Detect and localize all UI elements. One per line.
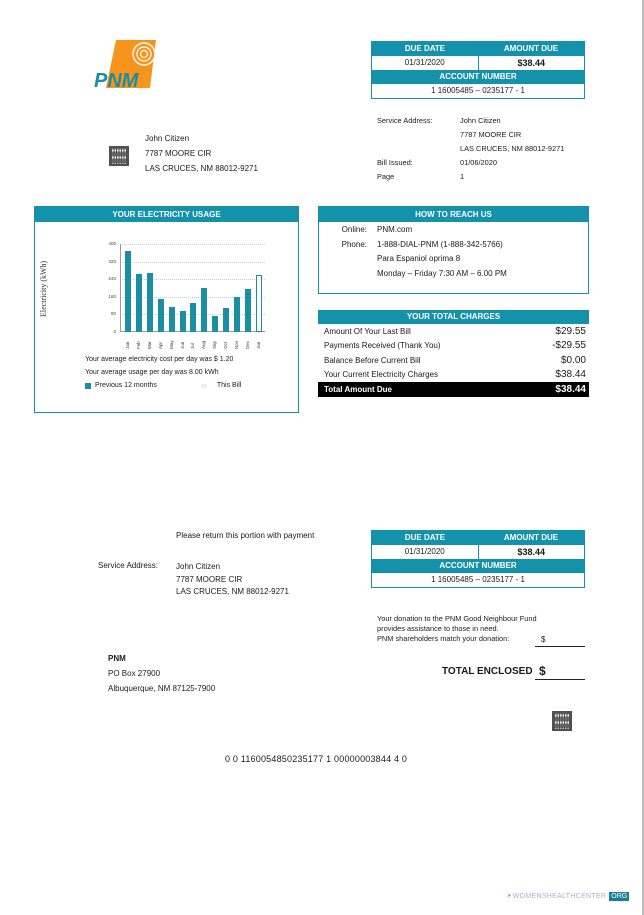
total-enclosed-label: TOTAL ENCLOSED [442,666,533,677]
x-tick: Mar [146,341,152,349]
remit-service-address [176,561,289,599]
charge-row [318,368,589,383]
avg-cost-text: Your average electricity cost per day was $ 1.20 [85,356,234,363]
x-tick: Jan [125,341,130,349]
bar-previous [147,273,153,332]
qr-code-icon [109,146,129,166]
charge-amount: -$29.55 [552,340,586,352]
chart-x-labels [125,335,262,349]
office-hours: Monday – Friday 7:30 AM – 6.00 PM [377,268,507,278]
return-note: Please return this portion with payment [176,531,315,540]
remit-due-summary [371,530,585,588]
bar-previous [180,311,186,332]
donation-line-1: Your donation to the PNM Good Neighbour Fund [377,614,537,623]
x-tick: Sep [212,340,218,349]
bar-previous [190,303,196,332]
usage-bar-chart [108,241,265,349]
total-amount-due-label: Total Amount Due [324,384,392,394]
charges-panel-title: YOUR TOTAL CHARGES [318,310,589,324]
bill-issued-label: Bill Issued: [377,158,413,167]
spanish-option: Para Espaniol oprima 8 [377,254,461,263]
remit-due-date-value: 01/31/2020 [372,545,479,559]
legend-this-bill-label: This Bill [216,382,242,389]
due-date-value: 01/31/2020 [372,56,479,70]
x-tick: Jun [179,341,185,349]
remit-account-number-value: 1 16005485 – 0235177 - 1 [431,575,525,584]
total-amount-due-value: $38.44 [555,383,586,395]
charge-row [318,353,589,368]
reach-panel-title: HOW TO REACH US [319,207,588,222]
charge-label: Amount Of Your Last Bill [324,326,411,336]
scanline: 0 0 1160054850235177 1 00000003844 4 0 [225,754,408,764]
donation-amount-field[interactable] [535,635,585,647]
payee-name: PNM [108,654,126,663]
bar-previous [136,274,142,332]
remit-amount-due-value: $38.44 [517,547,546,557]
service-name: John Citizen [460,116,501,125]
service-street: 7787 MOORE CIR [460,130,522,139]
donation-line-2: provides assistance to those in need. [377,624,499,633]
total-charges-panel [318,310,589,397]
charge-row [318,324,589,339]
bar-previous [212,316,218,333]
payee-address [108,651,215,696]
remit-street: 7787 MOORE CIR [176,574,243,584]
how-to-reach-us-panel [318,206,589,294]
charge-amount: $29.55 [555,325,586,337]
x-tick: Aug [201,340,207,349]
bar-previous [125,251,131,332]
account-number-label: ACCOUNT NUMBER [372,70,584,84]
bar-this-bill [256,275,262,332]
x-tick: Apr [157,341,163,349]
x-tick: Jul [190,343,196,349]
y-tick: 240 [108,276,116,281]
charge-row [318,339,589,354]
customer-name: John Citizen [145,134,190,143]
legend-swatch-this-bill [201,384,207,388]
chart-legend [85,379,241,392]
top-due-summary [371,41,585,99]
remit-amount-due-label: AMOUNT DUE [503,533,559,542]
chart-bars [125,244,262,332]
y-tick: 0 [113,329,116,334]
donation-line-3: PNM shareholders match your donation: [377,634,510,643]
remit-name: John Citizen [176,562,221,571]
total-enclosed-currency: $ [539,664,546,678]
remit-city: LAS CRUCES, NM 88012-9271 [176,587,289,596]
electricity-usage-panel [34,206,299,413]
watermark-text: WOMENSHEALTHCENTER [512,893,607,900]
payee-po-box: PO Box 27900 [108,669,161,678]
remit-account-number-label: ACCOUNT NUMBER [372,559,584,573]
legend-previous-label: Previous 12 months [95,382,157,389]
bar-previous [158,299,164,332]
charge-label: Your Current Electricity Charges [324,370,438,380]
watermark [506,892,629,901]
remit-qr-code-icon [552,711,572,731]
charge-label: Balance Before Current Bill [324,355,421,365]
y-tick: 400 [108,241,116,246]
y-tick: 160 [108,294,116,299]
account-number-value: 1 16005485 – 0235177 - 1 [431,86,525,95]
bar-previous [169,307,175,332]
x-tick: Nov [234,340,240,349]
amount-due-label: AMOUNT DUE [503,44,559,53]
usage-notes [85,353,241,392]
page-value: 1 [460,172,465,181]
online-link[interactable]: PNM.com [377,225,413,234]
y-tick: 80 [110,311,116,316]
watermark-badge: ORG [611,893,628,900]
usage-panel-title: YOUR ELECTRICITY USAGE [35,207,298,222]
avg-usage-text: Your average usage per day was 8.00 kWh [85,369,219,376]
customer-address [145,131,258,176]
watermark-dots-icon: ·:• [506,893,510,900]
bill-info [377,116,564,182]
chart-y-axis-label: Electricity (kWh) [39,260,48,317]
service-address-label: Service Address: [377,116,433,125]
bar-previous [201,288,207,332]
legend-swatch-previous [85,383,91,389]
bill-issued-value: 01/06/2020 [460,158,497,167]
charge-amount: $0.00 [560,354,586,366]
x-tick: May [168,340,174,349]
payee-city: Albuquerque, NM 87125-7900 [108,684,216,693]
amount-due-value: $38.44 [517,58,546,68]
x-tick: Jan [255,341,261,349]
x-tick: Feb [135,341,141,349]
svg-text:PNM: PNM [94,70,139,92]
charge-amount: $38.44 [555,369,586,381]
bar-previous [223,308,229,332]
bar-previous [245,289,251,332]
x-tick: Oct [223,341,229,349]
customer-street: 7787 MOORE CIR [145,149,212,158]
donation-currency: $ [541,635,546,644]
y-tick: 320 [108,259,116,264]
remit-service-address-label: Service Address: [98,561,159,570]
remit-due-date-label: DUE DATE [404,533,446,542]
total-enclosed-field[interactable] [535,664,585,680]
bar-previous [234,297,240,332]
page-label: Page [377,172,395,181]
service-city: LAS CRUCES, NM 88012-9271 [460,144,565,153]
x-tick: Dec [244,340,250,349]
customer-city: LAS CRUCES, NM 88012-9271 [145,164,258,173]
total-amount-due-row [318,382,589,397]
online-label: Online: [341,225,367,234]
phone-number: 1-888-DIAL-PNM (1-888-342-5766) [377,239,503,249]
charge-label: Payments Received (Thank You) [324,341,441,351]
pnm-logo [94,40,166,92]
phone-label: Phone: [341,239,367,249]
due-date-label: DUE DATE [404,44,446,53]
